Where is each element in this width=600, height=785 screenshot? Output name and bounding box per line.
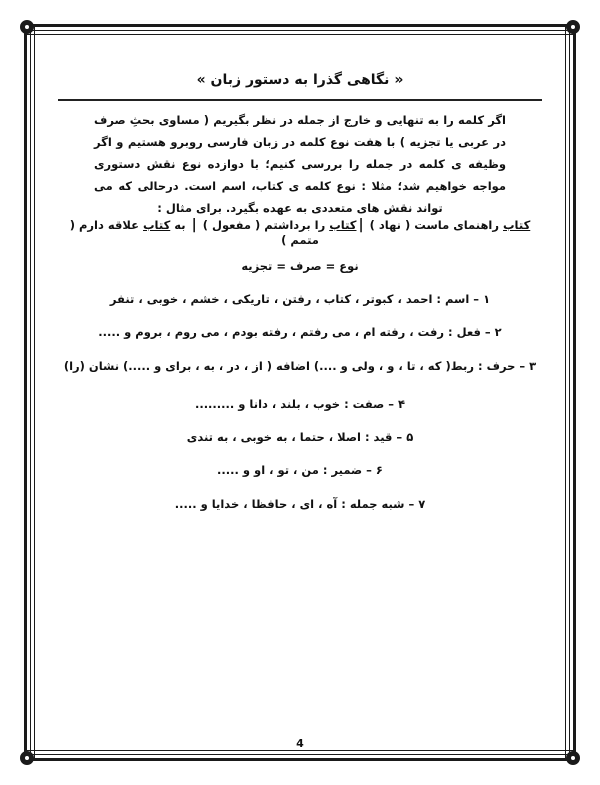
category-item: ۴ – صفت : خوب ، بلند ، دانا و ......... [194, 397, 406, 411]
intro-paragraph: اگر کلمه را به تنهایی و خارج از جمله در نظر بگیریم ( مساوی بحثِ صرف در عربی یا تجزیه ) با هفت نوع کلمه در زبان فارسی روبرو هستیم و اگر وظیفه ی کلمه در جمله را بررسی کنیم؛ با دوازده نوع نقش دستوری مواجه خواهیم شد؛ مثلا : نوع کلمه ی کتاب، اسم است. درحالی که می تواند نقش های متعددی به عهده بگیرد. برای مثال : [94, 113, 506, 215]
separator: | [358, 217, 364, 233]
category-item: ۲ – فعل : رفت ، رفته ام ، می رفتم ، رفته بودم ، می روم ، بروم و ..... [98, 325, 502, 339]
example-role-complement: علاقه دارم ( متمم ) [69, 218, 319, 247]
corner-ornament-icon [566, 20, 580, 34]
example-word: کتاب [329, 218, 357, 232]
title-divider [58, 99, 542, 101]
page-title: « نگاهی گذرا به دستور زبان » [196, 72, 404, 88]
example-preposition: به [170, 218, 190, 232]
example-word: کتاب [503, 218, 531, 232]
page-number: 4 [296, 737, 304, 750]
category-item: ۳ – حرف : ربط( که ، تا ، و ، ولی و ....) اضافه ( از ، در ، به ، برای و .....) نشان (را) [63, 359, 537, 373]
example-word: کتاب [143, 218, 171, 232]
separator: | [191, 217, 197, 233]
examples-line [60, 217, 540, 247]
formula: نوع = صرف = تجزیه [241, 259, 359, 273]
category-item: ۶ – ضمیر : من ، تو ، او و ..... [217, 463, 383, 477]
corner-ornament-icon [20, 751, 34, 765]
corner-ornament-icon [20, 20, 34, 34]
example-role-subject: راهنمای ماست ( نهاد ) [365, 218, 503, 232]
example-role-object: را برداشتم ( مفعول ) [198, 218, 330, 232]
category-item: ۷ – شبه جمله : آه ، ای ، حافظا ، خدایا و ..... [174, 497, 426, 511]
category-item: ۵ – قید : اصلا ، حتما ، به خوبی ، به تندی [186, 430, 414, 444]
corner-ornament-icon [566, 751, 580, 765]
category-item: ۱ – اسم : احمد ، کبوتر ، کتاب ، رفتن ، تاریکی ، خشم ، خوبی ، تنفر [109, 292, 491, 306]
